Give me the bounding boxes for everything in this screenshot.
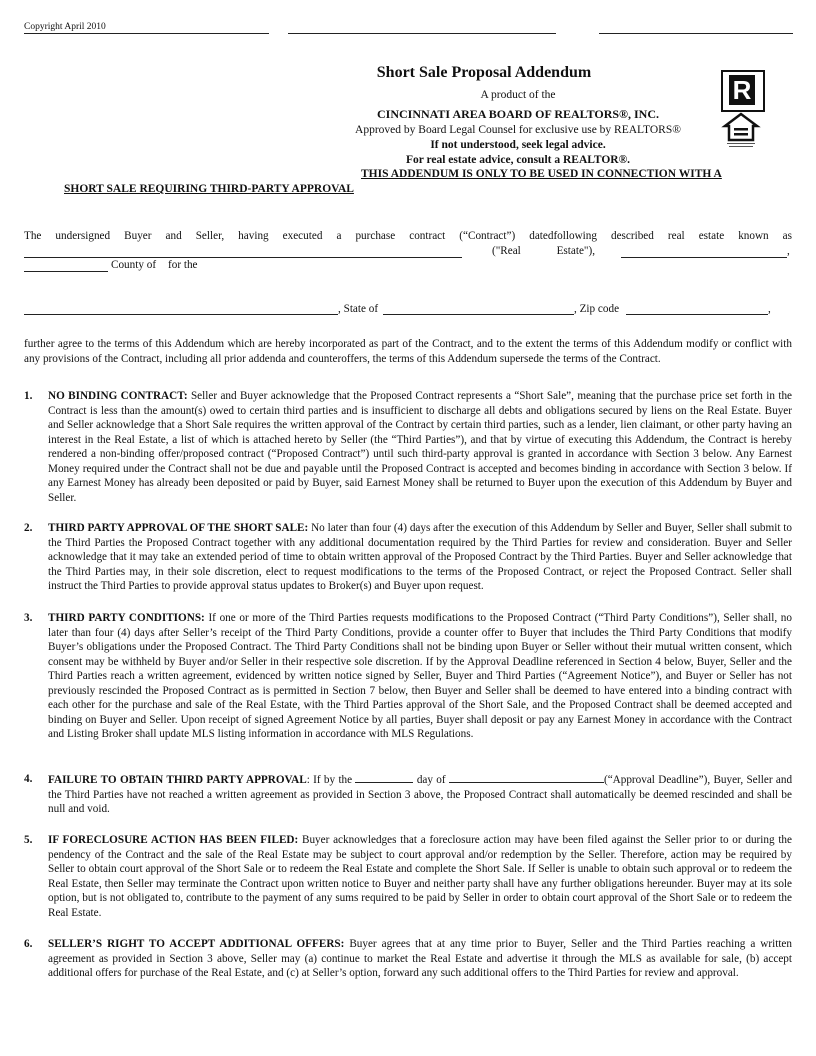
approved-text: Approved by Board Legal Counsel for exclusive use by REALTORS® (355, 124, 681, 136)
section-heading: IF FORECLOSURE ACTION HAS BEEN FILED: (48, 834, 299, 846)
section-5 (24, 833, 792, 920)
copyright-text: Copyright April 2010 (24, 22, 106, 32)
section-1 (24, 389, 792, 505)
section-number: 3. (24, 612, 33, 624)
product-of-text: A product of the (480, 89, 556, 101)
section-number: 2. (24, 522, 33, 534)
realtor-r-icon: R (729, 75, 755, 105)
section-text: No later than four (4) days after the execution of this Addendum by Seller and Buyer, Seller shall submit to the Third Parties the Proposed Contract together with any additional documentation required by the Third Parties for review and consideration. Buyer and Seller acknowledge that it may take an extended period of time to obtain written approval of the Proposed Contract by the Third Parties. Buyer and Seller acknowledge that the Third Parties may, in their sole discretion, elect to request modifications to the terms of the Proposed Contract, or reject the Proposed Contract. Seller shall instruct the Third Parties to provide approval status updates to Broker(s) and Buyer upon request. (48, 522, 792, 593)
header-line-left (24, 33, 269, 34)
section-heading: SELLER’S RIGHT TO ACCEPT ADDITIONAL OFFERS: (48, 938, 345, 950)
section-text: : If by the (306, 774, 353, 786)
header-line-middle (288, 33, 556, 34)
section-heading: NO BINDING CONTRACT: (48, 390, 188, 402)
section-number: 4. (24, 773, 33, 785)
comma-text: , (787, 245, 790, 257)
section-text: Buyer agrees that at any time prior to Buyer, Seller and the Third Parties reaching a written agreement as provided in Section 3 above, Seller may (a) continue to market the Real Estate and advertise it through the MLS as available for sale, (b) accept additional offers for purchase of the Real Estate, and (c) at Seller’s option, forward any such additional offers to the Third Parties for review and approval. (48, 938, 792, 980)
header-line-right (599, 33, 793, 34)
section-heading: FAILURE TO OBTAIN THIRD PARTY APPROVAL (48, 774, 307, 786)
section-2 (24, 521, 792, 594)
section-heading: THIRD PARTY CONDITIONS: (48, 612, 205, 624)
intro-line1: The undersigned Buyer and Seller, having executed a purchase contract (“Contract”) datedfollowing described real estate known as (24, 230, 792, 242)
addendum-usage-line1: THIS ADDENDUM IS ONLY TO BE USED IN CONNECTION WITH A (361, 168, 722, 180)
section-text: If one or more of the Third Parties requests modifications to the Proposed Contract (“Third Party Conditions”), Seller shall, no later than four (4) days after Seller’s receipt of the Third Party Conditions, provide a counter offer to Buyer that includes the Third Party Conditions that modify Buyer’s obligations under the Proposed Contract. The Third Party Conditions shall not be binding upon Buyer or Seller without their mutual written consent, which consent may be withheld by Buyer and/or Seller in their respective sole discretion. If by the Approval Deadline referenced in Section 4 below, Buyer, Seller and the Third Parties reach a written agreement, evidenced by written notice signed by Seller, Buyer and Third Parties (“Agreement Notice”), and Buyer or Seller has not previously rescinded the Proposed Contract as is permitted in Section 7 below, then Buyer and Seller shall be deemed to have entered into a binding contract with each other for the purchase and sale of the Real Estate, with the Third Parties approval of the Short Sale, and the Proposed Contract shall be deemed accepted and binding on Buyer and Seller. Upon receipt of signed Agreement Notice by all parties, Buyer shall deposit or pay any Earnest Money in accordance with the Contract and Listing Broker shall update MLS listing information in accordance with MLS Regulations. (48, 612, 792, 741)
section-6 (24, 937, 792, 981)
section-3 (24, 611, 792, 742)
county-field[interactable] (24, 271, 108, 272)
county-label: County of (111, 259, 157, 271)
realtor-logo (721, 70, 765, 112)
end-comma-text: , (768, 303, 771, 315)
section-number: 5. (24, 834, 33, 846)
real-estate-label: ("Real Estate"), (492, 245, 595, 257)
org-name: CINCINNATI AREA BOARD OF REALTORS®, INC. (376, 107, 660, 121)
equal-housing-opportunity-icon (721, 110, 761, 150)
section-heading: THIRD PARTY APPROVAL OF THE SHORT SALE: (48, 522, 309, 534)
approval-day-field[interactable] (355, 772, 413, 783)
zip-field[interactable] (626, 314, 768, 315)
section-number: 1. (24, 390, 33, 402)
section-text: Seller and Buyer acknowledge that the Proposed Contract represents a “Short Sale”, meaning that the purchase price set forth in the Contract is less than the amount(s) owed to certain third parties and is insufficient to discharge all debts and obligations secured by liens on the Real Estate. Buyer and Seller acknowledge that a Short Sale requires the written approval of the Contract by certain third parties, such as a lender, lien claimant, or other party having an interest in the Real Estate, a list of which is attached hereto by Seller (the “Third Parties”), and that by virtue of executing this Addendum, the Contract is hereby rendered a non-binding offer/proposed contract (“Proposed Contract”) until such third-party approval is granted in accordance with Section 3 below. Any Earnest Money required under the Contract shall not be due and payable until the Proposed Contract is accepted and becomes binding in accordance with Section 3 below. If any Earnest Money has already been deposited or paid by Buyer, said Earnest Money shall be returned to Buyer upon the execution of this Addendum by Buyer and Seller. (48, 390, 792, 504)
property-extra-field[interactable] (621, 257, 787, 258)
section-text: day of (416, 774, 446, 786)
section-text: Buyer acknowledges that a foreclosure action may have been filed against the Seller prior to or during the pendency of the Contract and the sale of the Real Estate may be subject to court approval and/or redemption by the Seller. Therefore, action may be required by Seller to obtain court approval of the Short Sale or to redeem the Real Estate and complete the Short Sale. If Seller is unable to obtain such approval or to redeem the Real Estate, then Seller may terminate the Contract upon written notice to Buyer and neither party shall have any further obligations hereunder. Buyer may at its sole option, but is not obligated to, contribute to the payment of any sums required to be paid by Seller in order to obtain court approval of the Short Sale or to redeem the Real Estate. (48, 834, 792, 919)
consult-realtor-text: For real estate advice, consult a REALTOR®. (405, 154, 631, 166)
addendum-usage-line2: SHORT SALE REQUIRING THIRD-PARTY APPROVAL (64, 183, 354, 195)
section-text: (“Approval Deadline”), Buyer, Seller and the Third Parties have not reached a written agreement as provided in Section 3 above, the Proposed Contract shall automatically be deemed rescinded and shall be null and void. (48, 774, 793, 816)
seek-advice-text: If not understood, seek legal advice. (430, 139, 606, 151)
state-label: , State of (338, 303, 379, 315)
city-field[interactable] (24, 314, 338, 315)
section-number: 6. (24, 938, 33, 950)
zip-label: , Zip code (574, 303, 620, 315)
property-address-field[interactable] (24, 257, 462, 258)
section-4 (24, 772, 792, 817)
approval-month-field[interactable] (449, 772, 604, 783)
document-title: Short Sale Proposal Addendum (376, 64, 592, 81)
agreement-paragraph: further agree to the terms of this Addendum which are hereby incorporated as part of the Contract, and to the extent the terms of this Addendum modify or conflict with any provisions of the Contract, including all prior addenda and counteroffers, the terms of this Addendum supersede the terms of the Contract. (24, 338, 792, 365)
state-field[interactable] (383, 314, 574, 315)
for-the-label: for the (168, 259, 198, 271)
